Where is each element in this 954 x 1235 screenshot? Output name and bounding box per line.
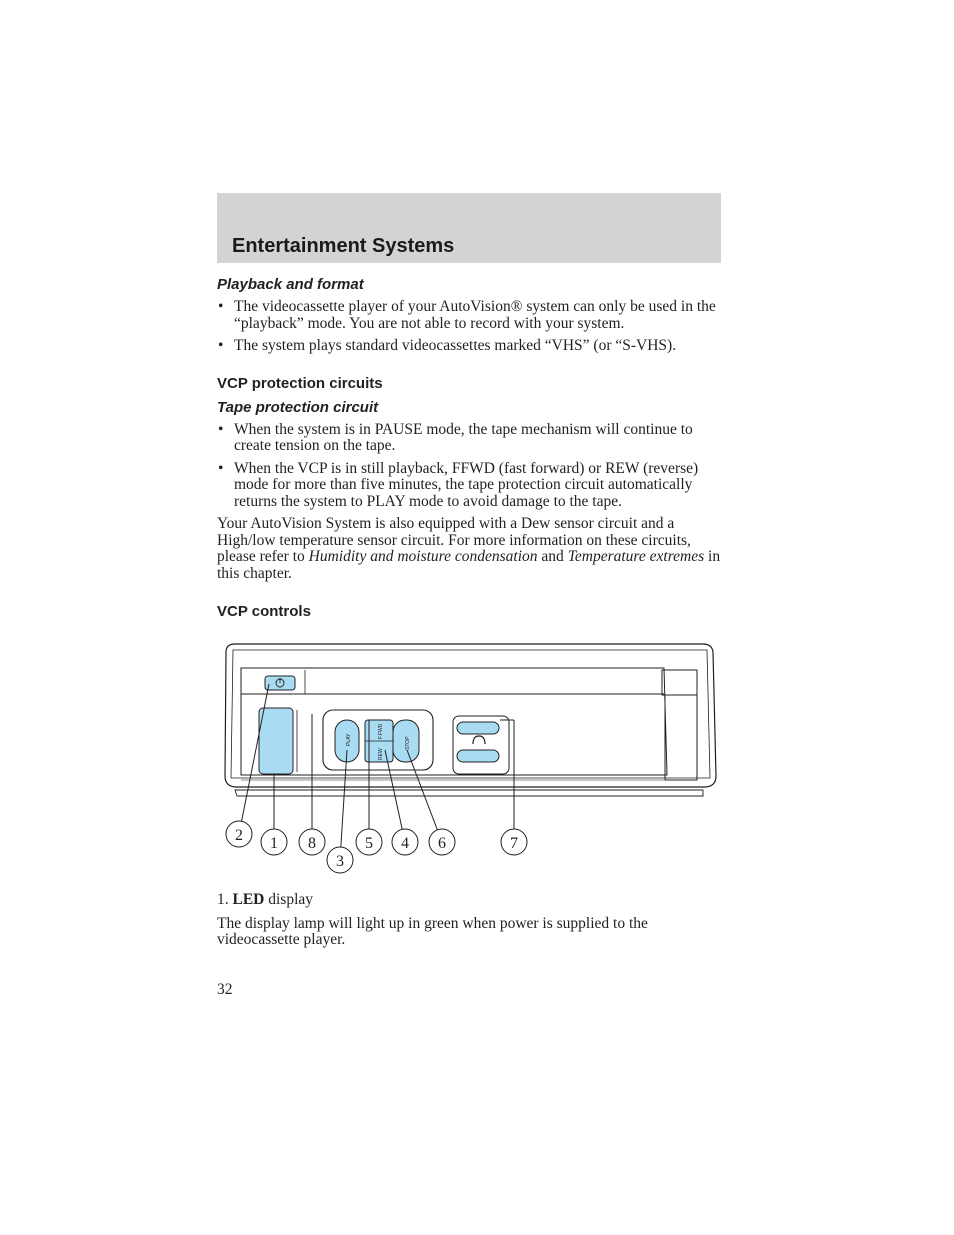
protection-heading: VCP protection circuits (217, 374, 383, 392)
sensor-text-1: Your AutoVision System is also equipped with a Dew sensor circuit and a High/low temperature sensor circuit. For more information on these circuits, please refer to (217, 515, 691, 565)
rew-button-label: REW (378, 748, 384, 760)
sensor-text-2: and (537, 548, 568, 565)
play-button-label: PLAY (346, 733, 352, 746)
sensor-paragraph (217, 516, 721, 582)
tape-protection-subheading: Tape protection circuit (217, 398, 379, 416)
stop-button-label: STOP (405, 736, 411, 750)
sensor-text-3: in this chapter. (217, 548, 721, 582)
playback-bullet-2: • The system plays standard videocassettes marked “VHS” (or “S-VHS). (217, 338, 721, 355)
led-item-number: 1. (217, 891, 229, 908)
led-item-rest: display (264, 891, 314, 908)
led-item (217, 892, 721, 909)
playback-heading: Playback and format (217, 276, 364, 293)
callout-3: 3 (336, 853, 344, 870)
section-title: Entertainment Systems (232, 235, 455, 257)
led-item-term: LED (232, 891, 265, 908)
led-caption (217, 892, 721, 949)
protection-bullet-1: • When the system is in PAUSE mode, the tape mechanism will continue to create tension on the tape. (217, 422, 721, 455)
led-description: The display lamp will light up in green when power is supplied to the videocassette player. (217, 914, 648, 948)
vcp-illustration (217, 640, 721, 880)
playback-bullet-1: • The videocassette player of your AutoVision® system can only be used in the “playback” mode. You are not able to record with your system. (217, 299, 721, 332)
temperature-reference: Temperature extremes (567, 548, 705, 565)
page-content (217, 276, 721, 620)
callout-8: 8 (308, 835, 316, 852)
callout-4: 4 (401, 835, 409, 852)
page-number: 32 (217, 981, 233, 998)
callout-2: 2 (235, 827, 243, 844)
callout-7: 7 (510, 835, 518, 852)
callout-6: 6 (438, 835, 446, 852)
vcp-controls-heading: VCP controls (217, 603, 311, 620)
humidity-reference: Humidity and moisture condensation (308, 548, 538, 565)
protection-bullet-2: • When the VCP is in still playback, FFWD (fast forward) or REW (reverse) mode for more than five minutes, the tape protection circuit automatically returns the system to PLAY mode to avoid damage to the tape. (217, 461, 721, 511)
vcp-controls-diagram (217, 640, 721, 880)
callout-5: 5 (365, 835, 373, 852)
ffwd-button-label: F.FWD (378, 723, 384, 739)
section-header-band (217, 193, 721, 263)
callout-1: 1 (270, 835, 278, 852)
